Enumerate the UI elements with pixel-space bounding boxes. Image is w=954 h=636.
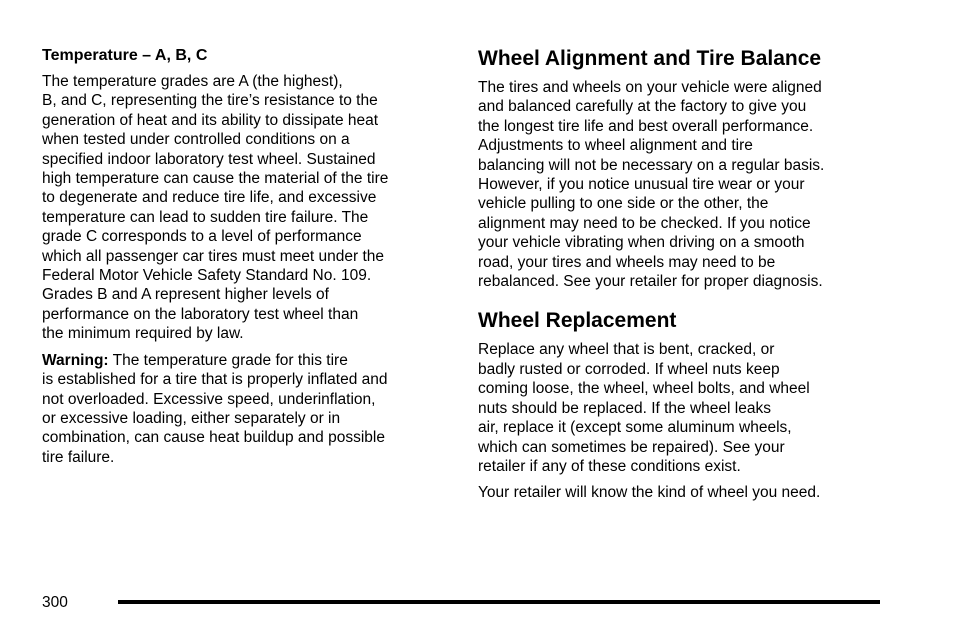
warning-label: Warning: (42, 351, 109, 369)
temperature-paragraph: The temperature grades are A (the highest), B, and C, representing the tire’s resistance to the generation of heat and its ability to dissipate heat when tested under controlled conditions on a specified indoor laboratory test wheel. Sustained high temperature can cause the material of the tire to degenerate and reduce tire life, and excessive temperature can lead to sudden tire failure. The grade C corresponds to a level of performance which all passenger car tires must meet under the Federal Motor Vehicle Safety Standard No. 109. Grades B and A represent higher levels of performance on the laboratory test wheel than the minimum required by law. (42, 73, 389, 343)
warning-paragraph (42, 351, 454, 467)
temperature-heading: Temperature – A, B, C (42, 47, 208, 64)
wheel-replacement-heading: Wheel Replacement (478, 309, 677, 333)
wheel-replacement-paragraph: Replace any wheel that is bent, cracked, or badly rusted or corroded. If wheel nuts keep coming loose, the wheel, wheel bolts, and wheel nuts should be replaced. If the wheel leaks air, replace it (except some aluminum wheels, which can sometimes be repaired). See your retailer if any of these conditions exist. (478, 341, 810, 475)
left-column (42, 46, 454, 474)
right-column (478, 46, 890, 510)
footer-rule (118, 600, 880, 604)
retailer-paragraph: Your retailer will know the kind of wheel you need. (478, 484, 821, 502)
wheel-alignment-heading: Wheel Alignment and Tire Balance (478, 47, 822, 70)
page-number: 300 (42, 594, 68, 611)
warning-text: The temperature grade for this tire is established for a tire that is properly inflated and not overloaded. Excessive speed, underinflation, or excessive loading, either separately or in combination, can cause heat buildup and possible tire failure. (42, 351, 388, 466)
wheel-alignment-paragraph: The tires and wheels on your vehicle were aligned and balanced carefully at the factory to give you the longest tire life and best overall performance. Adjustments to wheel alignment and tire balancing will not be necessary on a regular basis. However, if you notice unusual tire wear or your vehicle pulling to one side or the other, the alignment may need to be checked. If you notice your vehicle vibrating when driving on a smooth road, your tires and wheels may need to be rebalanced. See your retailer for proper diagnosis. (478, 79, 825, 291)
